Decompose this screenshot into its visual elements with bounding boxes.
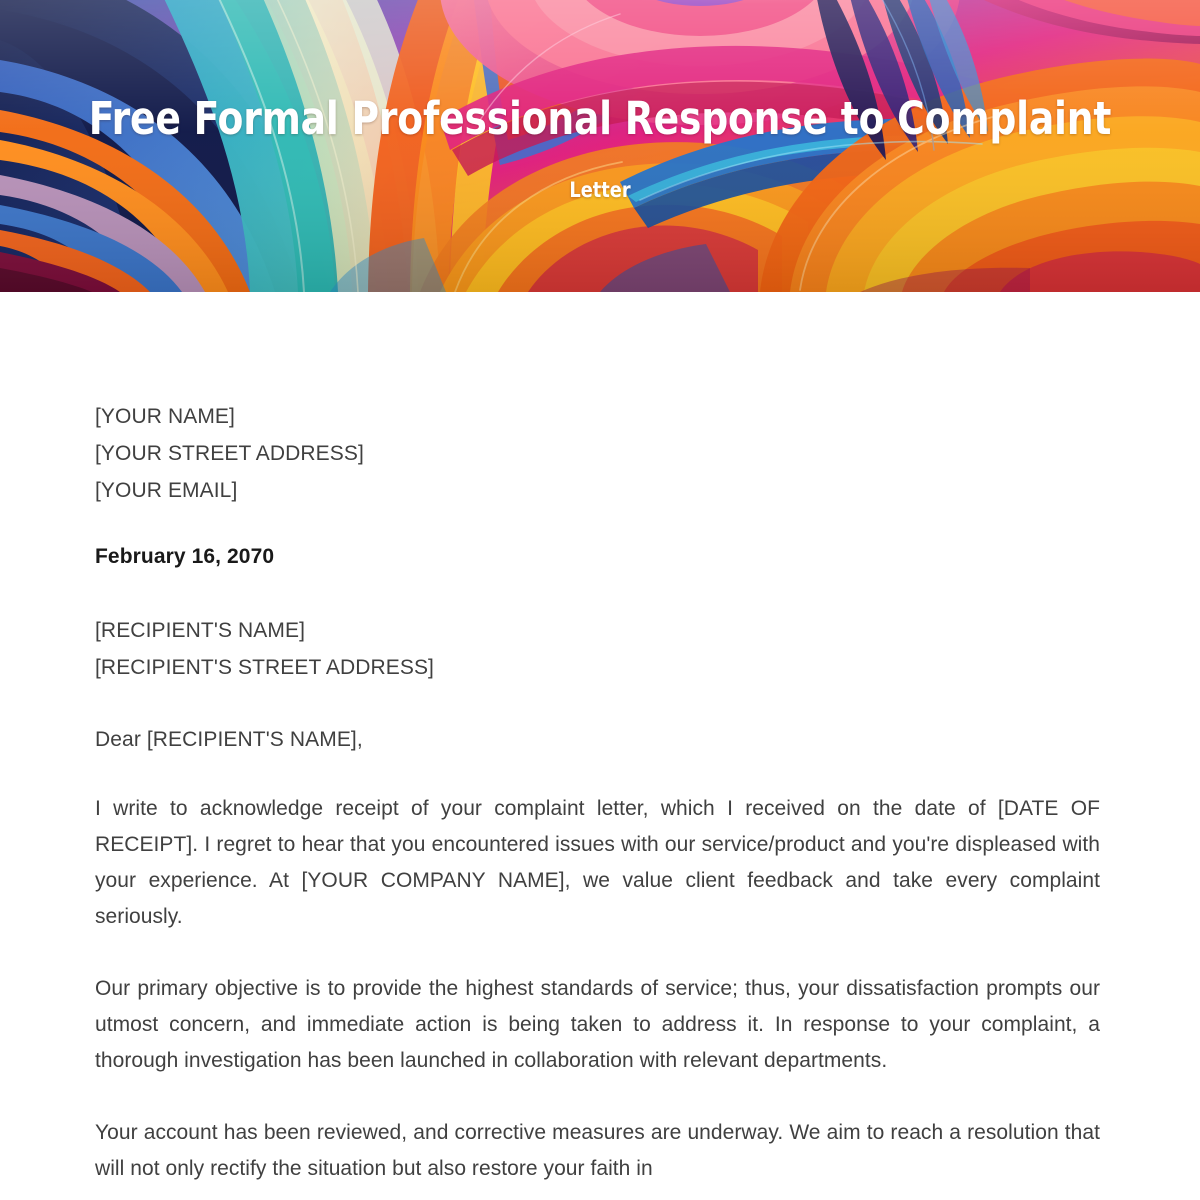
sender-email: [YOUR EMAIL] <box>95 479 238 502</box>
sender-street-address: [YOUR STREET ADDRESS] <box>95 442 364 465</box>
page-subtitle: Letter <box>569 178 631 202</box>
page-title: Free Formal Professional Response to Complaint <box>88 92 1112 145</box>
letter-body <box>95 292 1100 1187</box>
letter-date: February 16, 2070 <box>95 545 275 568</box>
recipient-street-address: [RECIPIENT'S STREET ADDRESS] <box>95 656 434 679</box>
recipient-name: [RECIPIENT'S NAME] <box>95 619 306 642</box>
salutation: Dear [RECIPIENT'S NAME], <box>95 728 363 751</box>
sender-address-block <box>95 398 1100 509</box>
recipient-address-block <box>95 612 1100 686</box>
body-paragraph-3: Your account has been reviewed, and corrective measures are underway. We aim to reach a resolution that will not only rectify the situation but also restore your faith in <box>95 1121 1100 1180</box>
header-banner <box>0 0 1200 292</box>
sender-name: [YOUR NAME] <box>95 405 235 428</box>
body-paragraph-1: I write to acknowledge receipt of your complaint letter, which I received on the date of [DATE OF RECEIPT]. I regret to hear that you encountered issues with our service/product and you're displeased with your experience. At [YOUR COMPANY NAME], we value client feedback and take every complaint seriously. <box>95 797 1100 928</box>
banner-text-group <box>0 0 1200 292</box>
body-paragraph-2: Our primary objective is to provide the highest standards of service; thus, your dissatisfaction prompts our utmost concern, and immediate action is being taken to address it. In response to your complaint, a thorough investigation has been launched in collaboration with relevant departments. <box>95 977 1100 1072</box>
